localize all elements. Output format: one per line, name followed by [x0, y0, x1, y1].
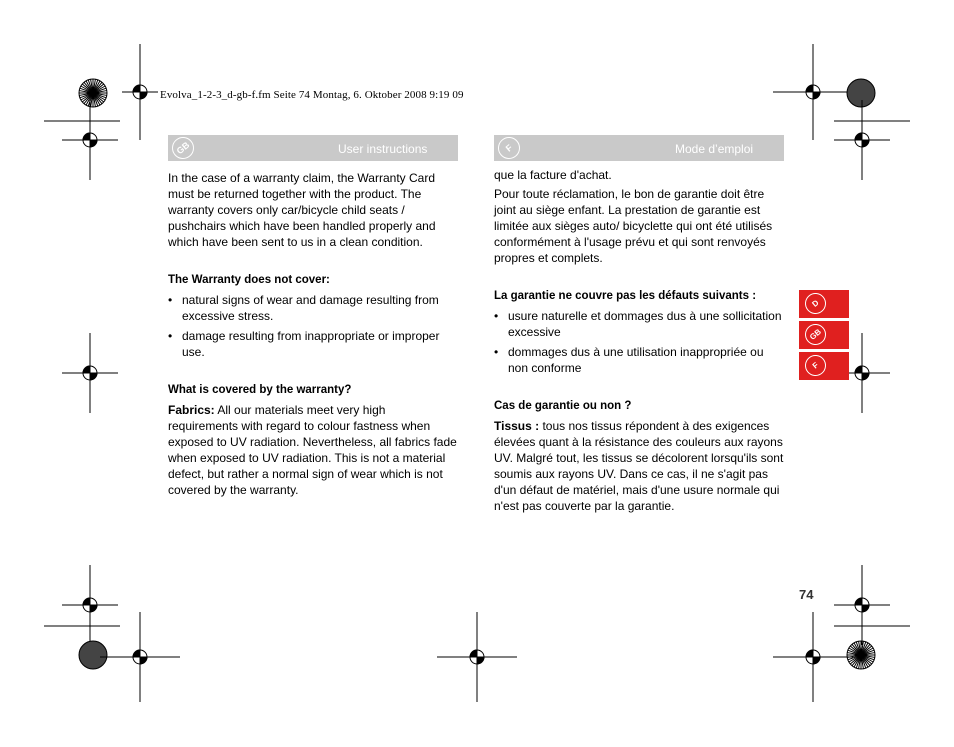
list-item: • natural signs of wear and damage resulting from excessive stress. [168, 293, 439, 323]
tab-f[interactable]: F [799, 352, 849, 380]
tab-gb[interactable]: GB [799, 321, 849, 349]
right-continuation: que la facture d'achat. [494, 168, 612, 182]
list-item: • dommages dus à une utilisation inappropriée ou non conforme [494, 345, 764, 375]
file-header: Evolva_1-2-3_d-gb-f.fm Seite 74 Montag, 6. Oktober 2008 9:19 09 [160, 89, 464, 101]
tab-d[interactable]: D [799, 290, 849, 318]
section-bar-right [494, 135, 784, 161]
bar-title-left: User instructions [338, 142, 428, 156]
left-not-cover-heading: The Warranty does not cover: [168, 274, 330, 286]
left-intro: In the case of a warranty claim, the Warranty Card must be returned together with the product. The warranty covers only car/bicycle child seats / pushchairs which have been handled properly and which have been sent to us in a clean condition. [168, 171, 436, 249]
list-item: • usure naturelle et dommages dus à une sollicitation excessive [494, 309, 782, 339]
list-item: • damage resulting from inappropriate or improper use. [168, 329, 440, 359]
lang-badge-f: F [494, 133, 525, 164]
left-covered-heading: What is covered by the warranty? [168, 384, 352, 396]
bar-title-right: Mode d’emploi [675, 142, 754, 156]
section-bar-left [168, 135, 458, 161]
right-not-cover-heading: La garantie ne couvre pas les défauts suivants : [494, 290, 757, 302]
right-intro: Pour toute réclamation, le bon de garantie doit être joint au siège enfant. La prestation de garantie est limitée aux sièges auto/ bicyclette qui ont été utilisés conformément à l'usage prévu et qui sont renvoyés propres et complets. [494, 187, 773, 265]
left-fabrics: Fabrics: All our materials meet very high requirements with regard to colour fastness when exposed to UV radiation. Nevertheless, all fabrics fade when exposed to UV radiation. This is not a material defect, but rather a normal sign of wear which is not covered by the warranty. [168, 403, 457, 497]
page-number: 74 [799, 587, 814, 602]
right-column [494, 167, 786, 514]
lang-badge-gb: GB [168, 133, 199, 164]
right-covered-heading: Cas de garantie ou non ? [494, 400, 632, 412]
left-column [168, 170, 458, 498]
right-fabrics: Tissus : tous nos tissus répondent à des exigences élevées quant à la résistance des couleurs aux rayons UV. Malgré tout, les tissus se décolorent lorsqu'ils sont soumis aux rayons UV. Dans ce cas, il ne s'agit pas d'un défaut de matériel, mais d'une usure normale qui n'est pas couverte par la garantie. [494, 419, 784, 513]
